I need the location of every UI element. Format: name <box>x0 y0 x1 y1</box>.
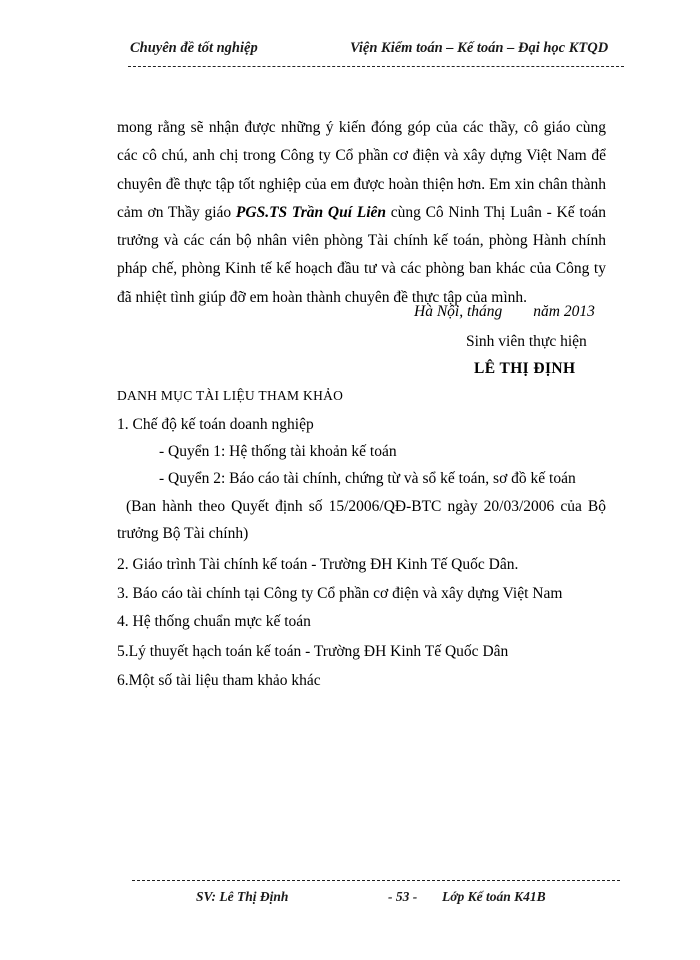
signature-role: Sinh viên thực hiện <box>466 333 587 350</box>
reference-item-6: 6.Một số tài liệu tham khảo khác <box>117 672 321 689</box>
header-divider <box>128 66 624 67</box>
acknowledgement-section <box>117 114 606 312</box>
acknowledgement-paragraph <box>117 114 606 312</box>
acknowledgement-text-before: mong rằng sẽ nhận được những ý kiến đóng góp của các thầy, cô giáo cùng các cô chú, anh chị trong Công ty Cổ phần cơ điện và xây dựng Việt Nam để chuyên đề thực tập tốt nghiệp của em được hoàn thiện hơn. Em xin chân thành cảm ơn Thầy giáo <box>117 119 606 221</box>
reference-item-4: 4. Hệ thống chuẩn mực kế toán <box>117 613 311 630</box>
footer-class: Lớp Kế toán K41B <box>442 889 546 904</box>
header-right: Viện Kiểm toán – Kế toán – Đại học KTQD <box>350 40 609 56</box>
references-title: DANH MỤC TÀI LIỆU THAM KHẢO <box>117 388 344 403</box>
reference-item-5: 5.Lý thuyết hạch toán kế toán - Trường ĐH Kinh Tế Quốc Dân <box>117 643 509 660</box>
footer-page-number: - 53 - <box>388 889 418 904</box>
reference-item-1-sub-1: - Quyển 1: Hệ thống tài khoản kế toán <box>159 443 397 460</box>
reference-item-1-sub-2: - Quyển 2: Báo cáo tài chính, chứng từ và sổ kế toán, sơ đồ kế toán <box>159 470 576 487</box>
reference-item-1: 1. Chế độ kế toán doanh nghiệp <box>117 416 314 433</box>
reference-item-2: 2. Giáo trình Tài chính kế toán - Trường ĐH Kinh Tế Quốc Dân. <box>117 556 519 573</box>
reference-item-1-note: (Ban hành theo Quyết định số 15/2006/QĐ-BTC ngày 20/03/2006 của Bộ trưởng Bộ Tài chính) <box>117 498 606 542</box>
advisor-name: PGS.TS Trần Quí Liên <box>235 203 387 221</box>
footer-divider <box>132 880 620 881</box>
footer-student: SV: Lê Thị Định <box>196 889 289 904</box>
place-date: Hà Nội, tháng năm 2013 <box>414 303 595 320</box>
signature-name: LÊ THỊ ĐỊNH <box>474 360 576 377</box>
reference-item-3: 3. Báo cáo tài chính tại Công ty Cổ phần cơ điện và xây dựng Việt Nam <box>117 585 563 602</box>
acknowledgement-text-after: cùng Cô Ninh Thị Luân - Kế toán trưởng và các cán bộ nhân viên phòng Tài chính kế toán, phòng Hành chính pháp chế, phòng Kinh tế kế hoạch đầu tư và các phòng ban khác của Công ty đã nhiệt tình giúp đỡ em hoàn thành chuyên đề thực tập của mình. <box>117 203 607 306</box>
header-left: Chuyên đề tốt nghiệp <box>130 40 258 56</box>
